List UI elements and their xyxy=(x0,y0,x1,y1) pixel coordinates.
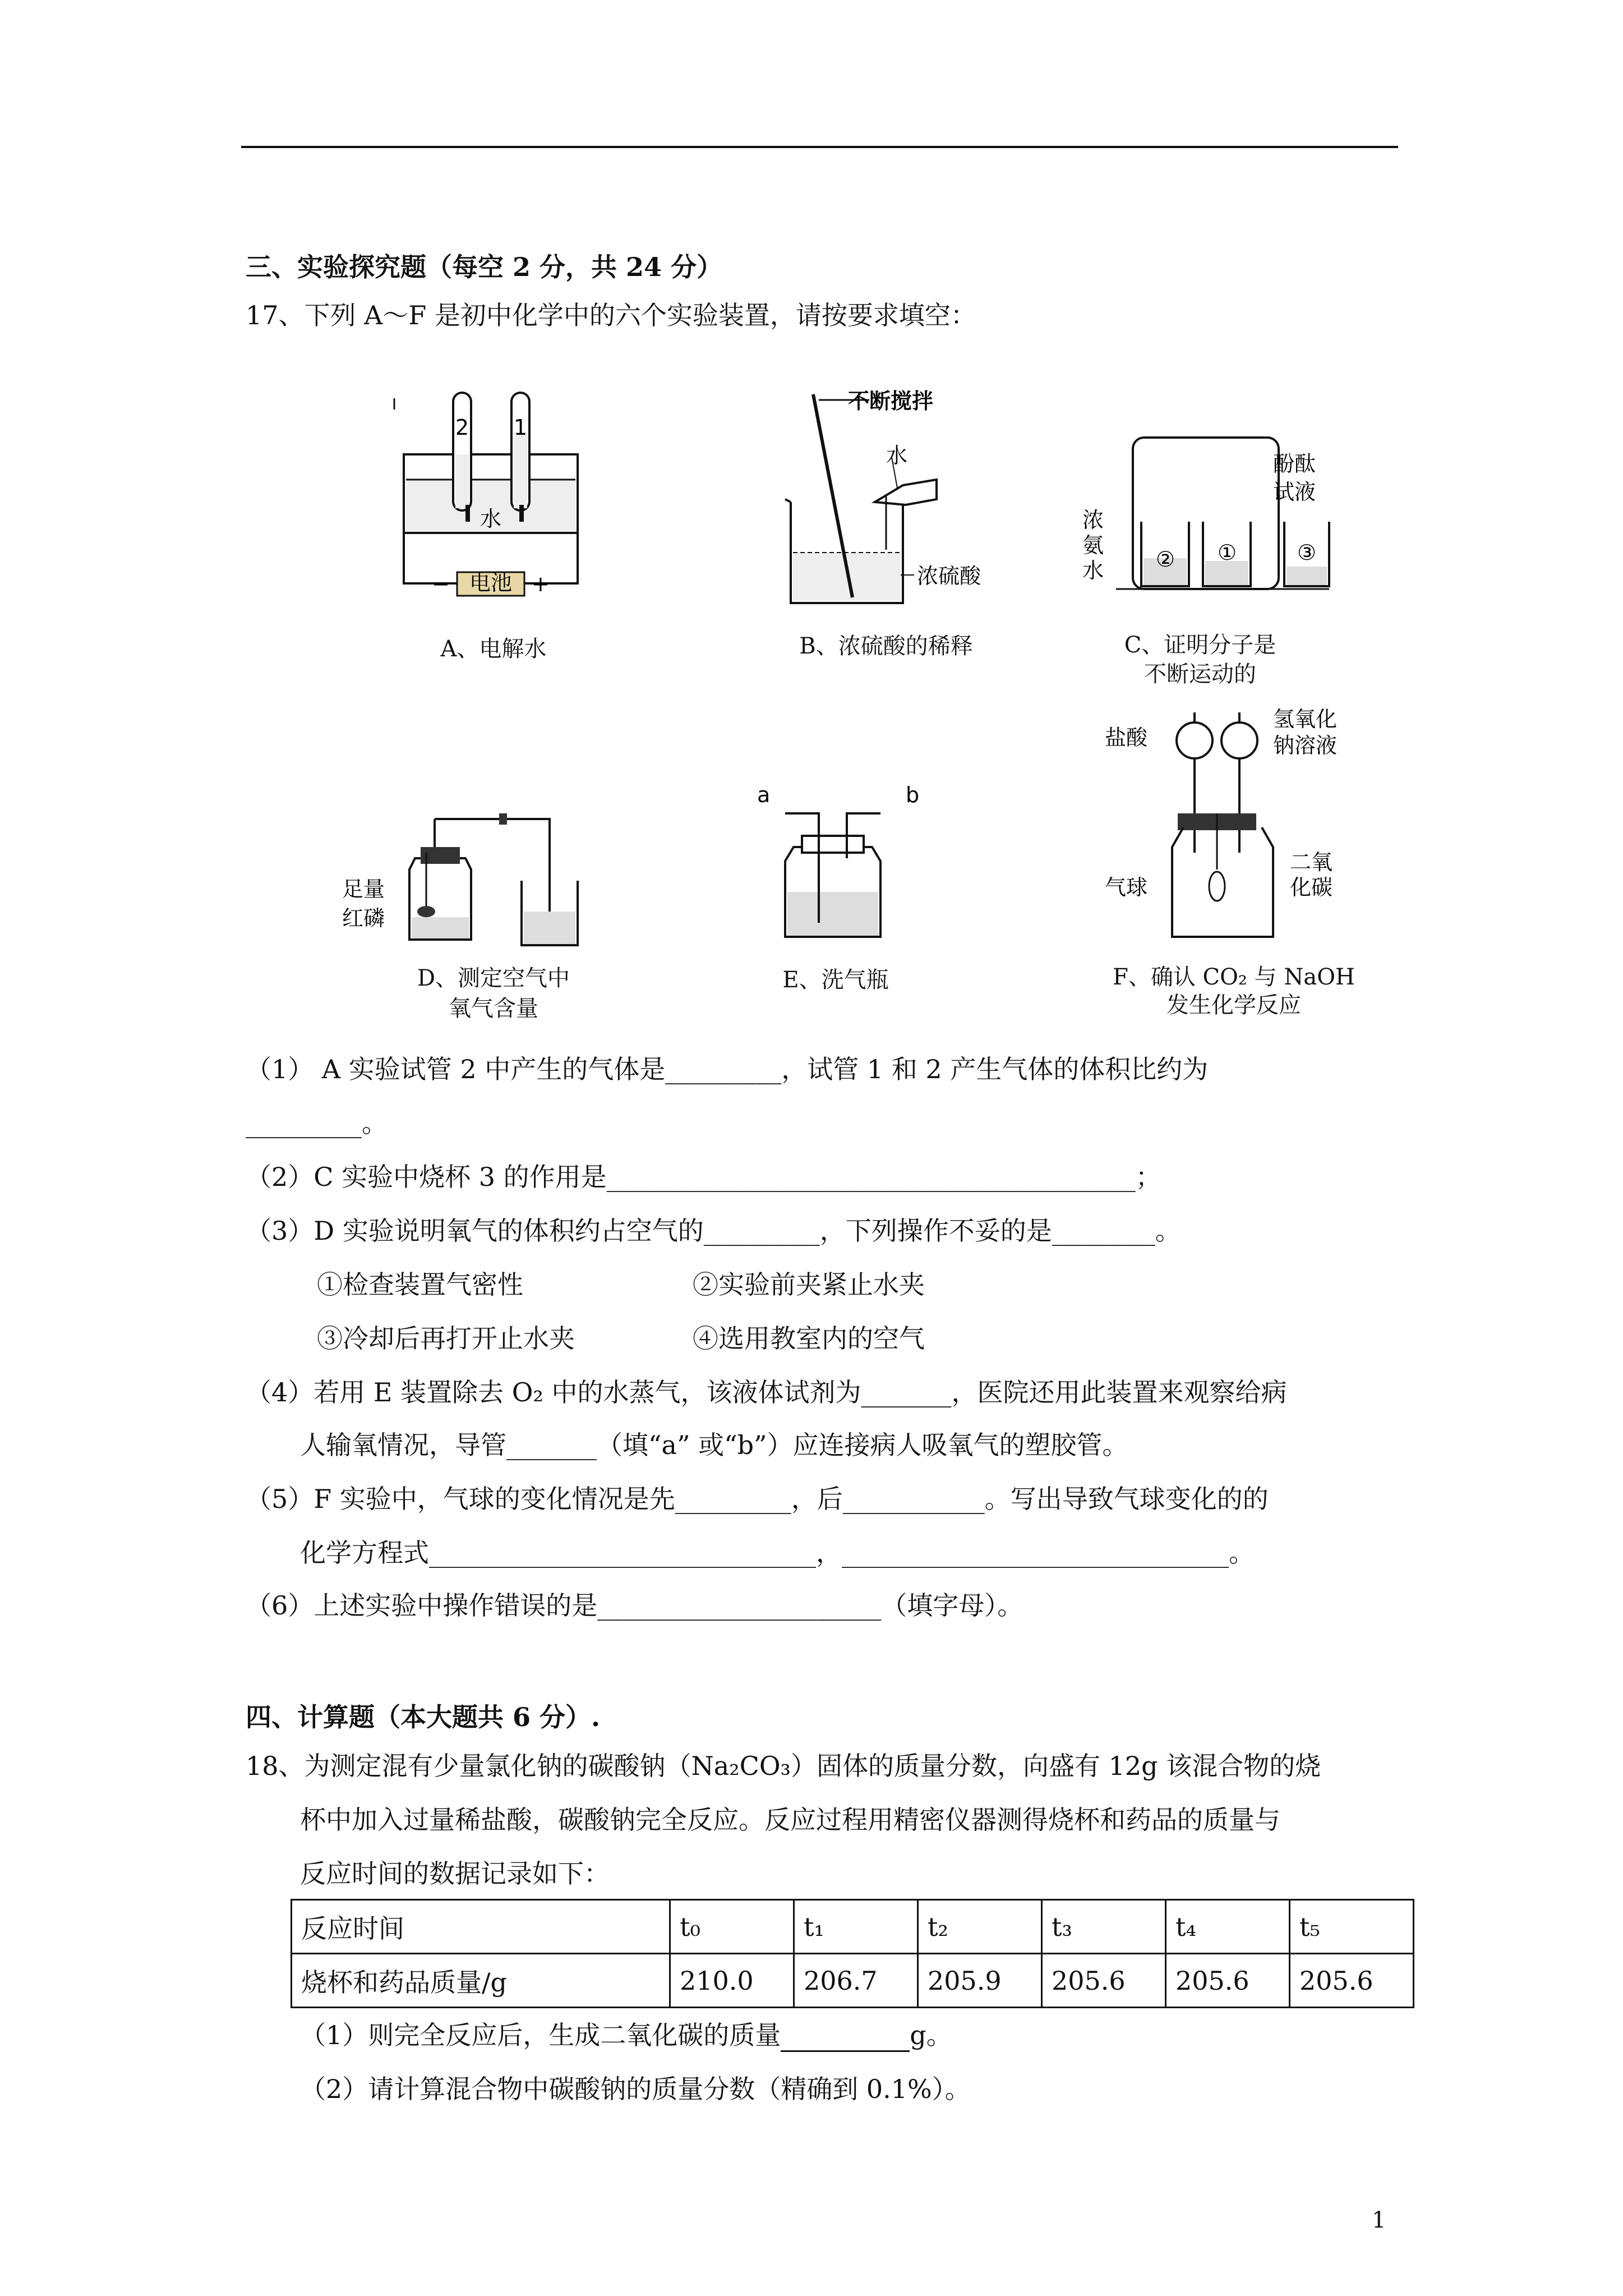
phenol-label: 酚酞 xyxy=(1273,452,1316,476)
table-cell-mass: 205.9 xyxy=(918,1954,1042,2008)
q18-sub1-text: （1）则完全反应后，生成二氧化碳的质量 xyxy=(300,2020,781,2050)
figure-c-caption-2: 不断运动的 xyxy=(1144,661,1256,687)
q18-line1: 18、为测定混有少量氯化钠的碳酸钠（Na₂CO₃）固体的质量分数，向盛有 12g 该混合物的烧 xyxy=(246,1751,1321,1781)
figure-b-caption: B、浓硫酸的稀释 xyxy=(799,633,973,659)
table-cell-time: t₀ xyxy=(670,1900,794,1954)
table-cell-time: t₅ xyxy=(1290,1900,1414,1954)
battery-label: 电池 xyxy=(469,570,513,595)
q17-option-3: ③冷却后再打开止水夹 xyxy=(317,1323,575,1354)
beaker-3-label: ③ xyxy=(1297,540,1317,565)
figure-e-caption: E、洗气瓶 xyxy=(782,967,889,993)
table-cell-mass: 206.7 xyxy=(794,1954,918,2008)
table-row xyxy=(292,1954,1414,2008)
q17-option-4: ④选用教室内的空气 xyxy=(693,1323,925,1354)
figure-d-caption-1: D、测定空气中 xyxy=(417,965,570,991)
minus-label: − xyxy=(432,572,450,596)
ammonia-label-1: 浓 xyxy=(1082,508,1104,532)
q17-option-1: ①检查装置气密性 xyxy=(317,1269,523,1300)
figure-f-caption-1: F、确认 CO₂ 与 NaOH xyxy=(1113,964,1355,990)
figure-c-molecule-motion xyxy=(1082,438,1335,608)
table-cell-mass: 210.0 xyxy=(670,1954,794,2008)
table-header-mass: 烧杯和药品质量/g xyxy=(292,1954,670,2008)
section-4-title: 四、计算题（本大题共 6 分）. xyxy=(246,1702,601,1732)
balloon-label: 气球 xyxy=(1105,875,1148,900)
tube-a-label: a xyxy=(757,783,771,807)
question-17-stem: 17、下列 A～F 是初中化学中的六个实验装置，请按要求填空： xyxy=(246,300,976,330)
section-3-title: 三、实验探究题（每空 2 分，共 24 分） xyxy=(246,252,723,282)
q17-part4-line2: 人输氧情况，导管_______（填“a” 或“b”）应连接病人吸氧气的塑胶管。 xyxy=(300,1430,1128,1460)
beaker-1-label: ① xyxy=(1217,540,1237,565)
naoh-label-1: 氢氧化 xyxy=(1273,707,1338,731)
red-phosphorus-label-1: 足量 xyxy=(342,877,385,901)
figure-a-electrolysis xyxy=(393,393,594,619)
tube-b-label: b xyxy=(906,783,920,807)
q17-part1-line2: _________。 xyxy=(246,1108,388,1138)
figure-c-caption-1: C、证明分子是 xyxy=(1124,632,1276,658)
header-rule xyxy=(241,146,1398,148)
figure-a-caption: A、电解水 xyxy=(440,636,547,662)
q17-part5-line2: 化学方程式______________________________，______________________________。 xyxy=(300,1538,1255,1568)
ammonia-label-3: 水 xyxy=(1082,558,1104,583)
test-liquid-label: 试液 xyxy=(1273,480,1316,504)
table-row xyxy=(292,1900,1414,1954)
q18-sub2: （2）请计算混合物中碳酸钠的质量分数（精确到 0.1%）。 xyxy=(300,2074,971,2104)
q18-line2: 杯中加入过量稀盐酸，碳酸钠完全反应。反应过程用精密仪器测得烧杯和药品的质量与 xyxy=(300,1805,1280,1835)
table-header-time: 反应时间 xyxy=(292,1900,670,1954)
red-phosphorus-label-2: 红磷 xyxy=(342,906,385,931)
water-label: 水 xyxy=(886,443,908,468)
table-cell-mass: 205.6 xyxy=(1042,1954,1166,2008)
page-number: 1 xyxy=(1372,2207,1386,2233)
table-cell-time: t₃ xyxy=(1042,1900,1166,1954)
q17-part1-line1: （1） A 实验试管 2 中产生的气体是_________，试管 1 和 2 产生气体的体积比约为 xyxy=(246,1054,1209,1084)
co2-label-2: 化碳 xyxy=(1290,875,1333,900)
table-cell-time: t₁ xyxy=(794,1900,918,1954)
beaker-2-label: ② xyxy=(1155,547,1175,572)
hcl-label: 盐酸 xyxy=(1105,725,1148,750)
figure-b-dilution xyxy=(774,390,1015,616)
figure-d-caption-2: 氧气含量 xyxy=(449,996,538,1022)
table-cell-time: t₂ xyxy=(918,1900,1042,1954)
stir-label: 不断搅拌 xyxy=(848,389,934,413)
table-cell-mass: 205.6 xyxy=(1166,1954,1290,2008)
q17-option-2: ②实验前夹紧止水夹 xyxy=(693,1269,925,1300)
plus-label: + xyxy=(532,572,550,596)
answer-blank[interactable] xyxy=(781,2024,910,2052)
figure-d-oxygen-content xyxy=(336,797,606,961)
tube-1-label: 1 xyxy=(513,415,528,440)
water-label: 水 xyxy=(479,507,502,531)
reaction-data-table xyxy=(291,1899,1414,2008)
q17-part2: （2）C 实验中烧杯 3 的作用是_________________________________________； xyxy=(246,1162,1161,1192)
q17-part5-line1: （5）F 实验中，气球的变化情况是先_________，后___________。写出导致气球变化的的 xyxy=(246,1484,1269,1514)
q17-part4-line1: （4）若用 E 装置除去 O₂ 中的水蒸气，该液体试剂为_______，医院还用此装置来观察给病 xyxy=(246,1377,1287,1407)
q17-part6: （6）上述实验中操作错误的是______________________（填字母）。 xyxy=(246,1590,1023,1621)
q18-line3: 反应时间的数据记录如下： xyxy=(300,1858,610,1889)
table-cell-mass: 205.6 xyxy=(1290,1954,1414,2008)
tube-2-label: 2 xyxy=(455,415,469,440)
co2-label-1: 二氧 xyxy=(1290,850,1333,875)
acid-label: 浓硫酸 xyxy=(917,564,981,588)
ammonia-label-2: 氨 xyxy=(1082,533,1104,558)
naoh-label-2: 钠溶液 xyxy=(1273,733,1338,758)
q18-sub1-unit: g。 xyxy=(910,2020,952,2050)
q17-part3: （3）D 实验说明氧气的体积约占空气的_________，下列操作不妥的是________。 xyxy=(246,1216,1181,1246)
figure-f-co2-naoh xyxy=(1105,701,1368,950)
table-cell-time: t₄ xyxy=(1166,1900,1290,1954)
figure-f-caption-2: 发生化学反应 xyxy=(1166,992,1301,1018)
figure-e-gas-washing-bottle xyxy=(751,780,931,950)
q18-sub1 xyxy=(300,2018,952,2052)
